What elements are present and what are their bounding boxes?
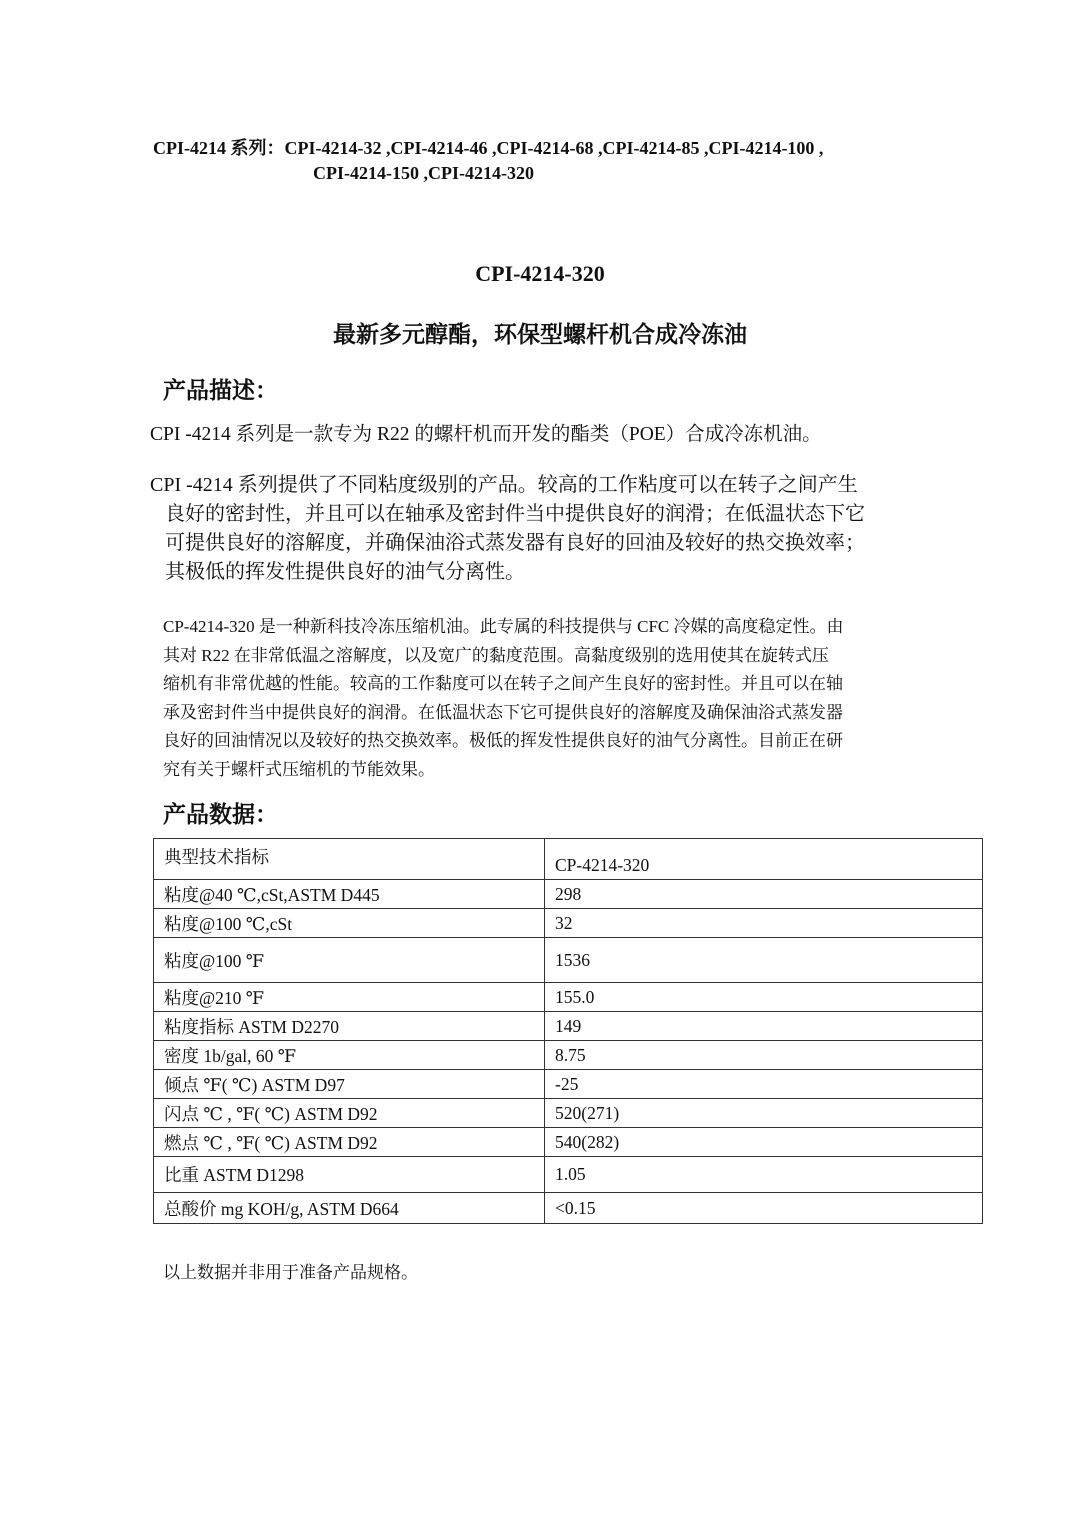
table-cell: 粘度@100 ℃,cSt: [154, 909, 545, 938]
table-cell: 1536: [545, 938, 983, 983]
description-paragraph-1: [150, 471, 865, 587]
table-row: [154, 1157, 983, 1193]
table-row: [154, 909, 983, 938]
table-cell: 闪点 ℃ , ℉( ℃) ASTM D92: [154, 1099, 545, 1128]
paragraph-line: 可提供良好的溶解度，并确保油浴式蒸发器有良好的回油及较好的热交换效率；: [165, 532, 865, 554]
series-line-1: [153, 134, 823, 160]
table-cell: 1.05: [545, 1157, 983, 1193]
table-cell: 8.75: [545, 1041, 983, 1070]
table-cell: 粘度@100 ℉: [154, 938, 545, 983]
description-intro: CPI -4214 系列是一款专为 R22 的螺杆机而开发的酯类（POE）合成冷冻机油。: [150, 424, 822, 445]
product-subtitle: 最新多元醇酯，环保型螺杆机合成冷冻油: [333, 322, 747, 347]
table-row: [154, 1012, 983, 1041]
table-row: [154, 1041, 983, 1070]
table-cell: 倾点 ℉( ℃) ASTM D97: [154, 1070, 545, 1099]
table-cell: 149: [545, 1012, 983, 1041]
table-header-row: [154, 839, 983, 880]
table-cell: 总酸价 mg KOH/g, ASTM D664: [154, 1193, 545, 1224]
paragraph-line: 良好的密封性，并且可以在轴承及密封件当中提供良好的润滑；在低温状态下它: [165, 503, 865, 525]
table-row: [154, 880, 983, 909]
table-cell: <0.15: [545, 1193, 983, 1224]
table-row: [154, 1128, 983, 1157]
table-cell: 比重 ASTM D1298: [154, 1157, 545, 1193]
paragraph-line: 良好的回油情况以及较好的热交换效率。极低的挥发性提供良好的油气分离性。目前正在研: [163, 731, 843, 750]
table-header-cell: 典型技术指标: [154, 839, 545, 880]
paragraph-line: 其极低的挥发性提供良好的油气分离性。: [165, 561, 525, 583]
table-row: [154, 1193, 983, 1224]
table-cell: 155.0: [545, 983, 983, 1012]
series-label: CPI-4214 系列：: [153, 138, 285, 158]
paragraph-line: 究有关于螺杆式压缩机的节能效果。: [163, 759, 435, 779]
description-heading: 产品描述：: [163, 378, 278, 403]
table-header-cell: CP-4214-320: [545, 839, 983, 880]
paragraph-line: CP-4214-320 是一种新科技冷冻压缩机油。此专属的科技提供与 CFC 冷媒的高度稳定性。由: [163, 617, 844, 636]
disclaimer-note: 以上数据并非用于准备产品规格。: [163, 1263, 418, 1282]
table-row: [154, 1099, 983, 1128]
series-models: CPI-4214-32 ,CPI-4214-46 ,CPI-4214-68 ,CPI-4214-85 ,CPI-4214-100 ,: [284, 138, 824, 158]
table-row: [154, 983, 983, 1012]
product-title: CPI-4214-320: [475, 261, 605, 286]
paragraph-line: 承及密封件当中提供良好的润滑。在低温状态下它可提供良好的溶解度及确保油浴式蒸发器: [163, 702, 843, 722]
table-cell: 粘度@210 ℉: [154, 983, 545, 1012]
spec-table: [153, 838, 983, 1224]
table-cell: -25: [545, 1070, 983, 1099]
table-cell: 32: [545, 909, 983, 938]
table-cell: 298: [545, 880, 983, 909]
table-row: [154, 1070, 983, 1099]
table-cell: 燃点 ℃ , ℉( ℃) ASTM D92: [154, 1128, 545, 1157]
table-cell: 粘度@40 ℃,cSt,ASTM D445: [154, 880, 545, 909]
table-cell: 粘度指标 ASTM D2270: [154, 1012, 545, 1041]
table-cell: 520(271): [545, 1099, 983, 1128]
paragraph-line: 缩机有非常优越的性能。较高的工作黏度可以在转子之间产生良好的密封性。并且可以在轴: [163, 674, 843, 693]
table-cell: 密度 1b/gal, 60 ℉: [154, 1041, 545, 1070]
description-paragraph-2: [163, 613, 844, 784]
paragraph-line: 其对 R22 在非常低温之溶解度，以及宽广的黏度范围。高黏度级别的选用使其在旋转式压: [163, 645, 829, 665]
table-cell: 540(282): [545, 1128, 983, 1157]
series-line-2: CPI-4214-150 ,CPI-4214-320: [313, 163, 534, 183]
data-heading: 产品数据：: [163, 802, 278, 827]
paragraph-line: CPI -4214 系列提供了不同粘度级别的产品。较高的工作粘度可以在转子之间产生: [150, 474, 858, 496]
table-row: [154, 938, 983, 983]
